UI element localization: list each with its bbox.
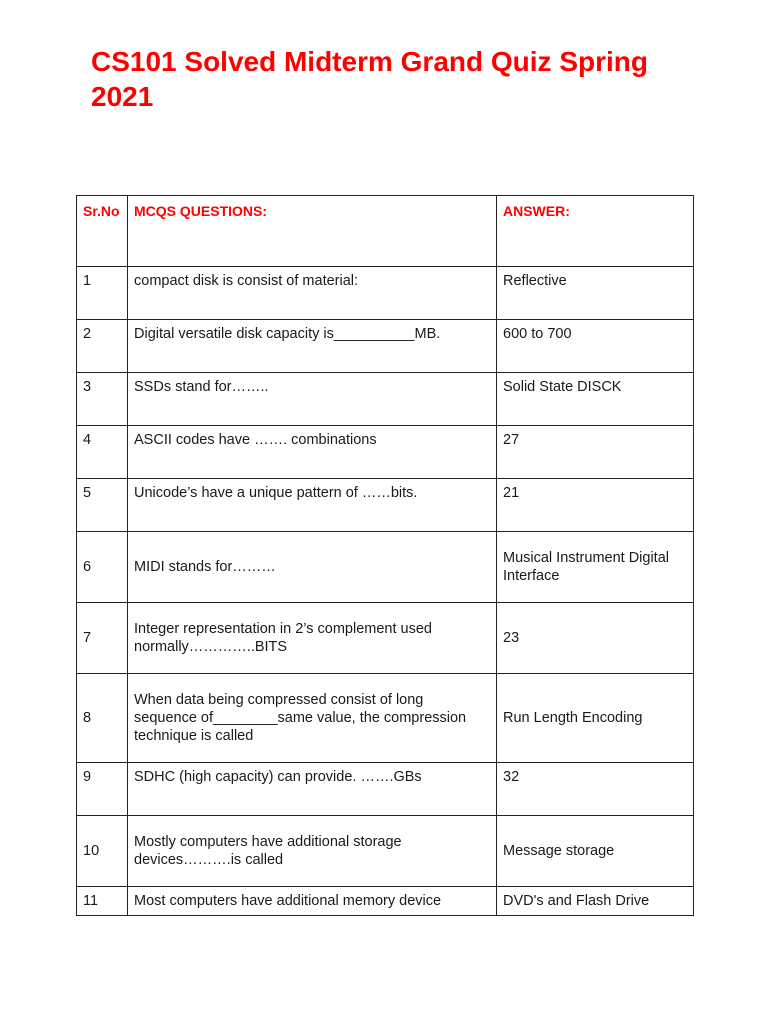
row-answer: Reflective bbox=[497, 267, 694, 320]
row-answer: Musical Instrument Digital Interface bbox=[497, 532, 694, 603]
row-sr-no: 1 bbox=[77, 267, 128, 320]
table-row bbox=[77, 426, 694, 479]
table-row bbox=[77, 320, 694, 373]
row-answer: 32 bbox=[497, 763, 694, 816]
table-row bbox=[77, 532, 694, 603]
row-question: Integer representation in 2’s complement used normally…………..BITS bbox=[128, 603, 497, 674]
row-answer: DVD's and Flash Drive bbox=[497, 887, 694, 916]
table-row bbox=[77, 373, 694, 426]
row-question: compact disk is consist of material: bbox=[128, 267, 497, 320]
table-row bbox=[77, 763, 694, 816]
row-answer: 21 bbox=[497, 479, 694, 532]
row-question: MIDI stands for……… bbox=[128, 532, 497, 603]
document-title: CS101 Solved Midterm Grand Quiz Spring 2021 bbox=[91, 46, 648, 112]
row-question: Mostly computers have additional storage devices……….is called bbox=[128, 816, 497, 887]
quiz-table bbox=[76, 195, 694, 916]
row-sr-no: 7 bbox=[77, 603, 128, 674]
table-row bbox=[77, 887, 694, 916]
row-sr-no: 2 bbox=[77, 320, 128, 373]
row-answer: 27 bbox=[497, 426, 694, 479]
table-row bbox=[77, 267, 694, 320]
row-question: When data being compressed consist of long sequence of________same value, the compression technique is called bbox=[128, 674, 497, 763]
header-answer: ANSWER: bbox=[497, 196, 694, 267]
row-answer: Solid State DISCK bbox=[497, 373, 694, 426]
row-question: ASCII codes have ……. combinations bbox=[128, 426, 497, 479]
table-header-row bbox=[77, 196, 694, 267]
row-question: Digital versatile disk capacity is__________MB. bbox=[128, 320, 497, 373]
header-sr-no: Sr.No bbox=[77, 196, 128, 267]
row-question: Most computers have additional memory device bbox=[128, 887, 497, 916]
row-sr-no: 6 bbox=[77, 532, 128, 603]
row-question: SSDs stand for…….. bbox=[128, 373, 497, 426]
row-sr-no: 9 bbox=[77, 763, 128, 816]
table-row bbox=[77, 816, 694, 887]
row-answer: Message storage bbox=[497, 816, 694, 887]
row-answer: 600 to 700 bbox=[497, 320, 694, 373]
row-sr-no: 10 bbox=[77, 816, 128, 887]
row-sr-no: 3 bbox=[77, 373, 128, 426]
table-row bbox=[77, 479, 694, 532]
table-row bbox=[77, 674, 694, 763]
row-question: Unicode’s have a unique pattern of ……bits. bbox=[128, 479, 497, 532]
header-question: MCQS QUESTIONS: bbox=[128, 196, 497, 267]
row-sr-no: 8 bbox=[77, 674, 128, 763]
row-answer: 23 bbox=[497, 603, 694, 674]
row-sr-no: 4 bbox=[77, 426, 128, 479]
row-answer: Run Length Encoding bbox=[497, 674, 694, 763]
row-question: SDHC (high capacity) can provide. …….GBs bbox=[128, 763, 497, 816]
table-row bbox=[77, 603, 694, 674]
row-sr-no: 11 bbox=[77, 887, 128, 916]
row-sr-no: 5 bbox=[77, 479, 128, 532]
